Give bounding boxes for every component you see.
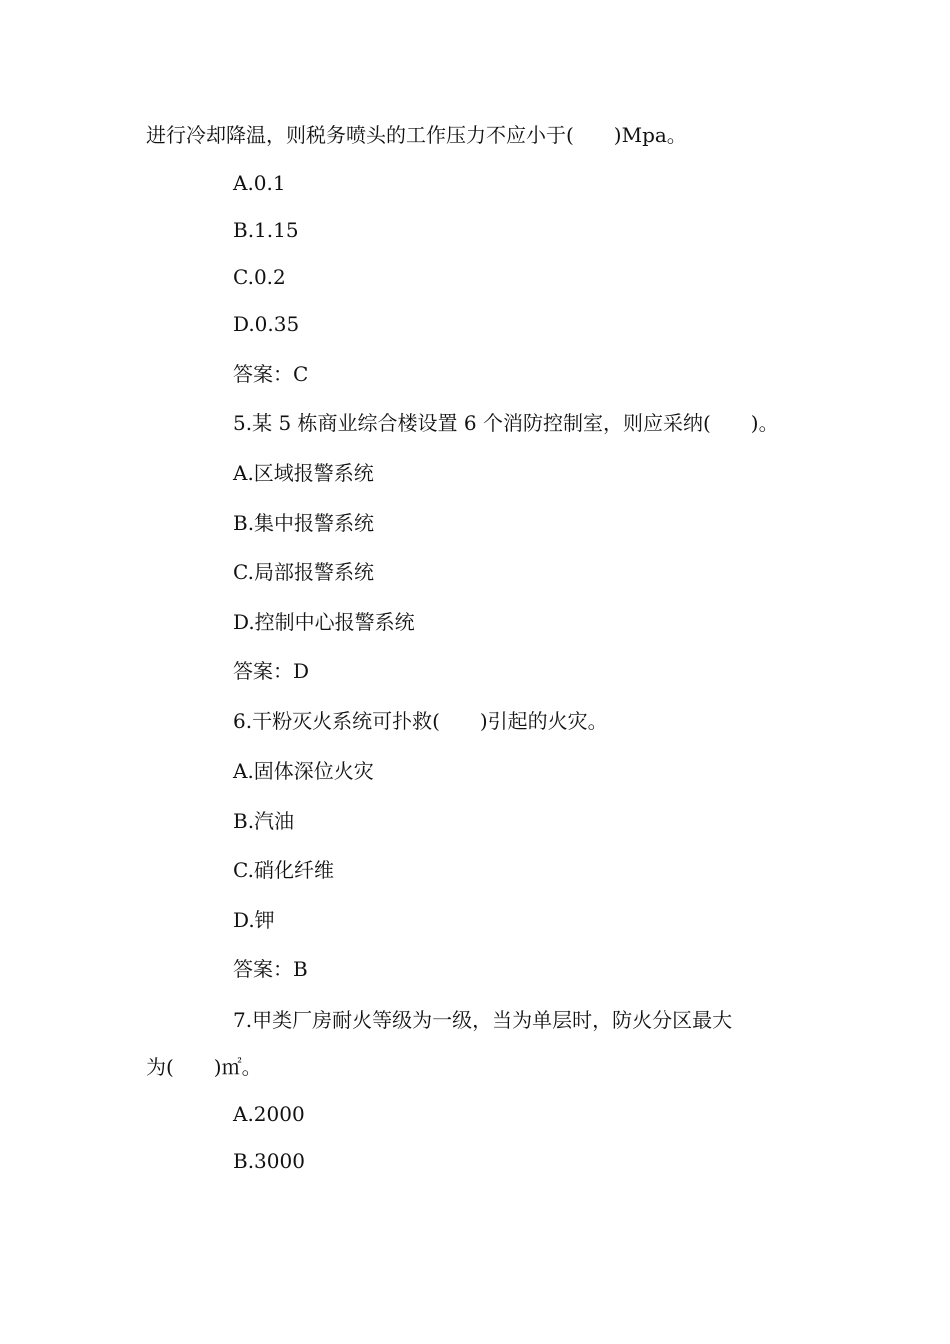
question-7-continuation: 为( )㎡。 [146,1055,262,1079]
question-5: 5.某 5 栋商业综合楼设置 6 个消防控制室，则应采纳( )。 [233,411,779,435]
option-d: D.钾 [233,908,275,932]
answer-5: 答案：D [233,659,310,683]
option-d: D.控制中心报警系统 [233,610,415,634]
question-6: 6.干粉灭火系统可扑救( )引起的火灾。 [233,709,608,733]
option-c: C.硝化纤维 [233,858,334,882]
option-a: A.区域报警系统 [233,461,374,485]
option-b: B.3000 [233,1149,305,1173]
option-a: A.固体深位火灾 [233,759,374,783]
option-b: B.汽油 [233,809,295,833]
option-c: C.局部报警系统 [233,560,374,584]
option-b: B.1.15 [233,218,299,242]
answer-4: 答案：C [233,362,309,386]
option-b: B.集中报警系统 [233,511,375,535]
option-c: C.0.2 [233,265,286,289]
option-d: D.0.35 [233,312,300,336]
option-a: A.0.1 [233,171,286,195]
option-a: A.2000 [233,1102,305,1126]
question-4-continuation: 进行冷却降温，则税务喷头的工作压力不应小于( )Mpa。 [146,123,687,147]
answer-6: 答案：B [233,957,308,981]
question-7: 7.甲类厂房耐火等级为一级，当为单层时，防火分区最大 [233,1008,733,1032]
